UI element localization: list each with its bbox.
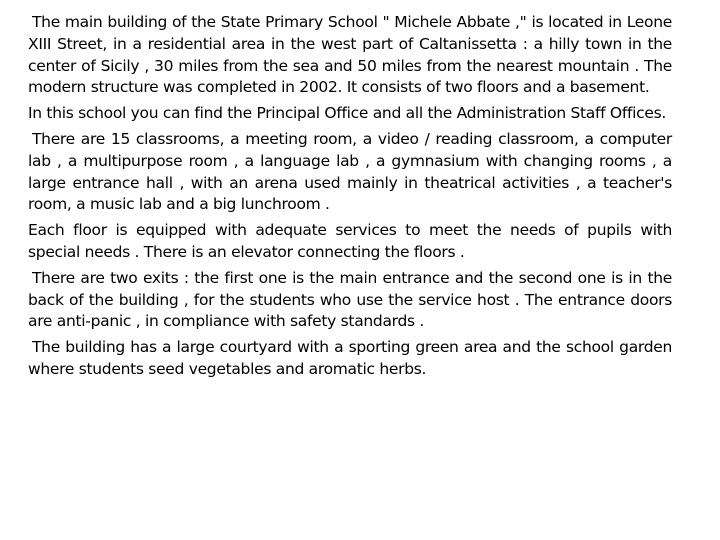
paragraph-exits: There are two exits : the first one is the main entrance and the second one is in the back of the building , for the students who use the service host . The entrance doors are anti-panic , in compliance with safety standards .	[28, 268, 672, 331]
paragraph-courtyard: The building has a large courtyard with a sporting green area and the school garden where students seed vegetables and aromatic herbs.	[28, 338, 672, 378]
paragraph-building-location: The main building of the State Primary School " Michele Abbate ," is located in Leone XIII Street, in a residential area in the west part of Caltanissetta : a hilly town in the center of Sicily , 30 miles from the sea and 50 miles from the nearest mountain . The modern structure was completed in 2002. It consists of two floors and a basement.	[28, 13, 672, 97]
paragraph-services: Each floor is equipped with adequate services to meet the needs of pupils with special needs . There is an elevator connecting the floors .	[28, 221, 672, 261]
paragraph-rooms: There are 15 classrooms, a meeting room, a video / reading classroom, a computer lab , a multipurpose room , a language lab , a gymnasium with changing rooms , a large entrance hall , with an arena used mainly in theatrical activities , a teacher's room, a music lab and a big lunchroom .	[28, 129, 672, 214]
document-body	[28, 12, 672, 385]
paragraph-offices: In this school you can find the Principal Office and all the Administration Staff Offices.	[28, 104, 667, 123]
